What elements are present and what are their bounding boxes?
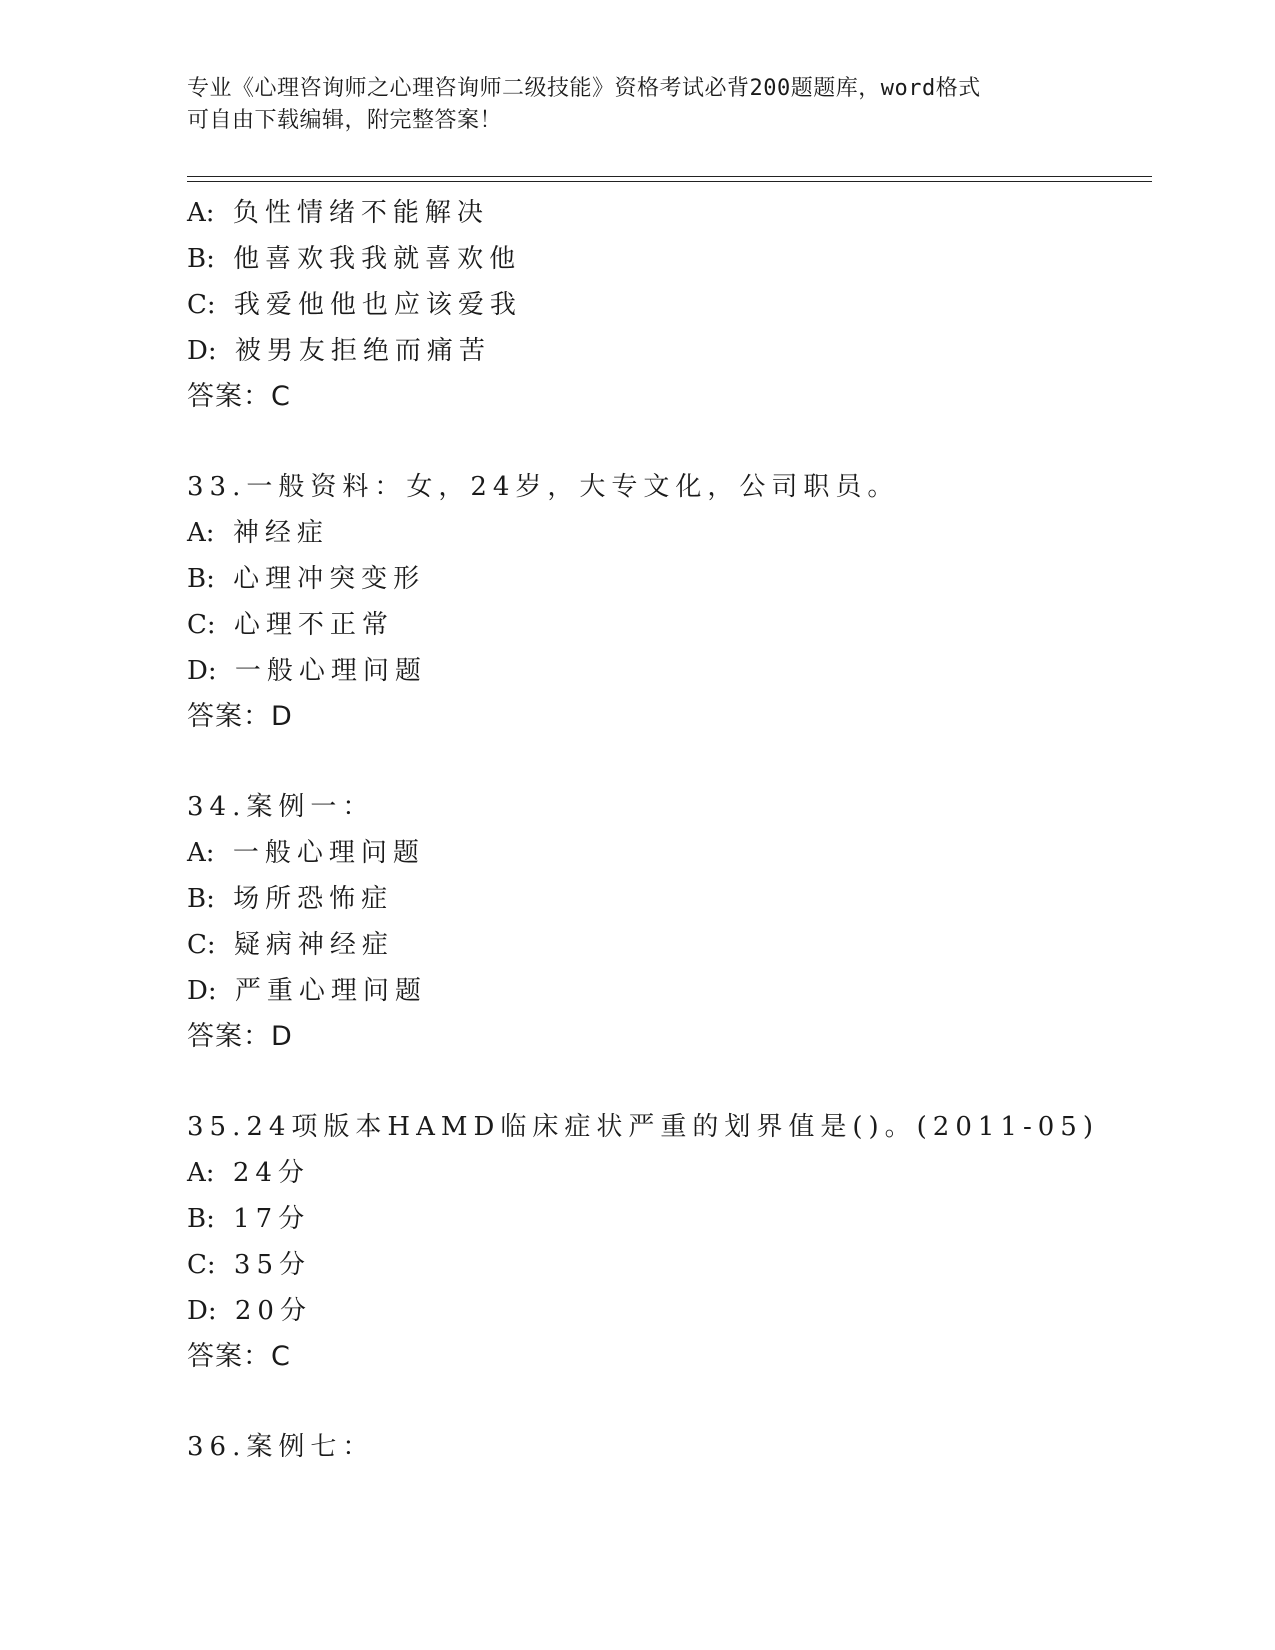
answer-line: 答案：C [187, 381, 291, 412]
option-b: B: 17分 [187, 1204, 311, 1234]
document-header [187, 73, 1067, 137]
answer-line: 答案：D [187, 701, 293, 732]
option-c: C: 我爱他他也应该爱我 [187, 290, 522, 320]
question-block [187, 190, 1147, 420]
answer-line: 答案：C [187, 1341, 291, 1372]
option-c: C: 心理不正常 [187, 610, 394, 640]
spacer [187, 1380, 1147, 1424]
question-list [187, 190, 1147, 1470]
option-b: B: 心理冲突变形 [187, 564, 426, 594]
question-block [187, 1424, 1147, 1470]
option-b: B: 他喜欢我我就喜欢他 [187, 244, 522, 274]
option-d: D: 一般心理问题 [187, 656, 427, 686]
question-block [187, 784, 1147, 1060]
option-d: D: 被男友拒绝而痛苦 [187, 336, 491, 366]
answer-line: 答案：D [187, 1021, 293, 1052]
question-block [187, 464, 1147, 740]
question-title: 34.案例一： [187, 792, 375, 822]
header-divider-bottom [187, 181, 1152, 182]
option-c: C: 疑病神经症 [187, 930, 394, 960]
option-a: A: 24分 [187, 1158, 310, 1188]
question-title: 33.一般资料：女，24岁，大专文化，公司职员。 [187, 472, 900, 502]
spacer [187, 420, 1147, 464]
option-b: B: 场所恐怖症 [187, 884, 394, 914]
option-a: A: 负性情绪不能解决 [187, 198, 489, 228]
option-a: A: 一般心理问题 [187, 838, 425, 868]
option-d: D: 严重心理问题 [187, 976, 427, 1006]
header-title-line-1: 专业《心理咨询师之心理咨询师二级技能》资格考试必背200题题库，word格式 [187, 76, 981, 101]
spacer [187, 1060, 1147, 1104]
option-d: D: 20分 [187, 1296, 312, 1326]
option-a: A: 神经症 [187, 518, 329, 548]
header-divider-top [187, 176, 1152, 177]
question-title: 36.案例七： [187, 1432, 375, 1462]
spacer [187, 740, 1147, 784]
header-title-line-2: 可自由下载编辑，附完整答案！ [187, 108, 503, 133]
question-title: 35.24项版本HAMD临床症状严重的划界值是()。(2011-05) [187, 1112, 1099, 1142]
option-c: C: 35分 [187, 1250, 312, 1280]
question-block [187, 1104, 1147, 1380]
